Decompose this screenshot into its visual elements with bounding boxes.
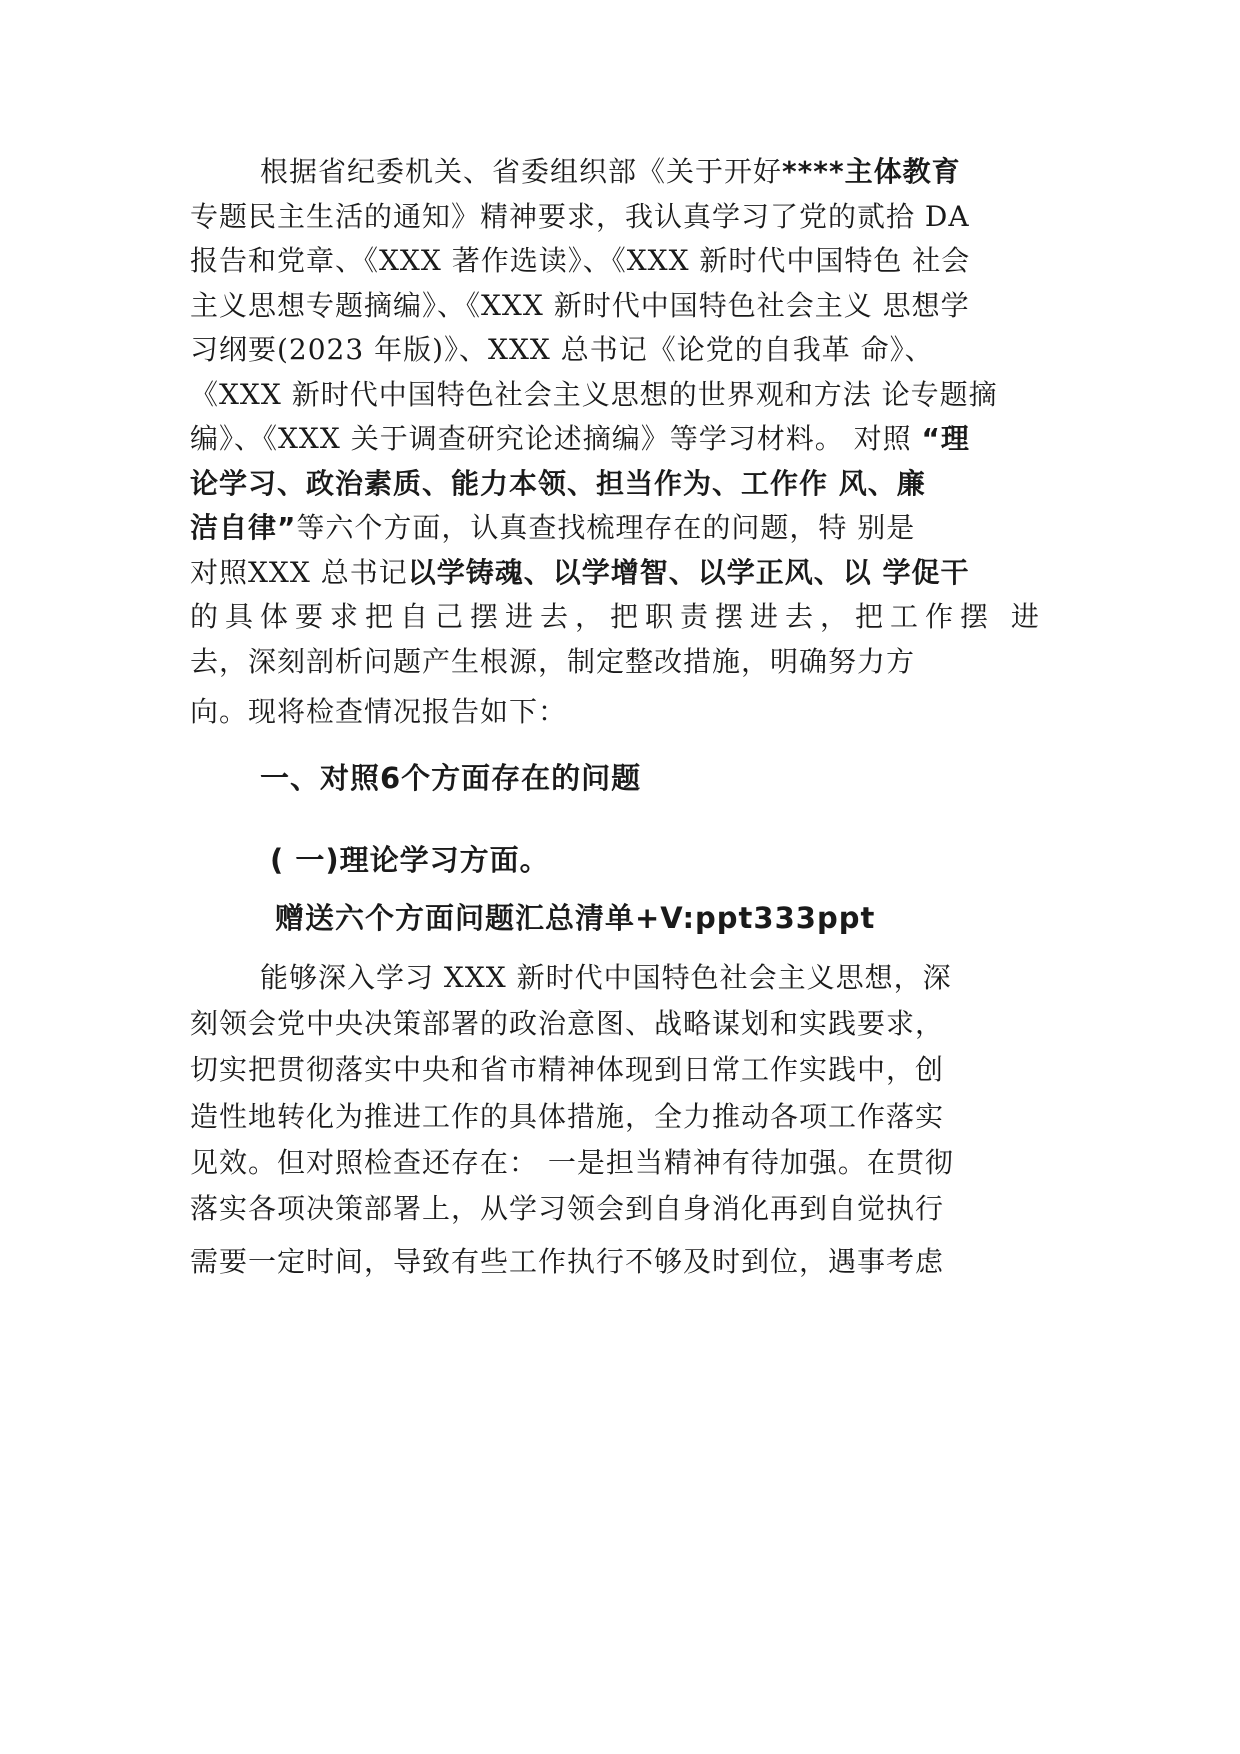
text-run: 去，深刻剖析问题产生根源，制定整改措施，明确努力方 (190, 645, 916, 678)
bold-text-run: 以学铸魂、以学增智、以学正风、以 学促干 (407, 556, 970, 589)
paragraph-2-line-7 (190, 1242, 944, 1282)
paragraph-1-line-6 (190, 375, 998, 415)
paragraph-1-line-13 (190, 692, 567, 732)
text-run: 刻领会党中央决策部署的政治意图、战略谋划和实践要求， (190, 1007, 945, 1040)
text-run: 报告和党章、《XXX 著作选读》、《XXX 新时代中国特色 社会 (190, 244, 971, 277)
text-run: 根据省纪委机关、省委组织部《关于开好 (260, 155, 783, 188)
subsection-heading: ( 一)理论学习方面。 (270, 843, 550, 877)
promo-line: 赠送六个方面问题汇总清单+V:ppt333ppt (275, 901, 876, 935)
bold-text-run: 洁自律” (190, 511, 297, 544)
paragraph-1-line-9 (190, 508, 915, 548)
paragraph-2-line-5 (190, 1143, 954, 1183)
paragraph-1-line-2 (190, 197, 970, 237)
paragraph-2-line-3 (190, 1050, 944, 1090)
text-run: 专题民主生活的通知》精神要求，我认真学习了党的贰拾 DA (190, 200, 970, 233)
paragraph-2-line-6 (190, 1189, 944, 1229)
text-run: 对照XXX 总书记 (190, 556, 408, 589)
text-run: 落实各项决策部署上，从学习领会到自身消化再到自觉执行 (190, 1192, 945, 1225)
bold-text-run: “理 (921, 422, 970, 455)
text-run: 等六个方面，认真查找梳理存在的问题，特 别是 (296, 511, 916, 544)
section-heading: 一、对照6个方面存在的问题 (260, 761, 642, 795)
paragraph-1-line-1 (260, 152, 961, 192)
text-run: 习纲要(2023 年版)》、XXX 总书记《论党的自我革 命》、 (190, 333, 934, 366)
paragraph-1-line-4 (190, 286, 970, 326)
paragraph-2-line-2 (190, 1004, 944, 1044)
text-run: 能够深入学习 XXX 新时代中国特色社会主义思想，深 (260, 961, 952, 994)
paragraph-1-line-12 (190, 642, 915, 682)
paragraph-1-line-7 (190, 419, 970, 459)
paragraph-2-line-1 (260, 958, 952, 998)
paragraph-1-line-11 (190, 597, 1046, 637)
paragraph-1-line-3 (190, 241, 970, 281)
bold-text-run: 论学习、政治素质、能力本领、担当作为、工作作 风、廉 (190, 467, 926, 500)
text-run: 切实把贯彻落实中央和省市精神体现到日常工作实践中，创 (190, 1053, 945, 1086)
text-run: 造性地转化为推进工作的具体措施，全力推动各项工作落实 (190, 1100, 945, 1133)
text-run: 见效。但对照检查还存在： 一是担当精神有待加强。在贯彻 (190, 1146, 954, 1179)
text-run: 《XXX 新时代中国特色社会主义思想的世界观和方法 论专题摘 (190, 378, 998, 411)
text-run: 编》、《XXX 关于调查研究论述摘编》等学习材料。 对照 (190, 422, 922, 455)
text-run: 需要一定时间，导致有些工作执行不够及时到位，遇事考虑 (190, 1245, 945, 1278)
paragraph-2-line-4 (190, 1097, 944, 1137)
text-run: 向。现将检查情况报告如下： (190, 695, 568, 728)
paragraph-1-line-10 (190, 553, 969, 593)
paragraph-1-line-5 (190, 330, 934, 370)
text-run: 主义思想专题摘编》、《XXX 新时代中国特色社会主义 思想学 (190, 289, 970, 322)
bold-text-run: ****主体教育 (782, 155, 961, 188)
text-run: 的具体要求把自己摆进去，把职责摆进去，把工作摆 进 (190, 600, 1046, 633)
paragraph-1-line-8 (190, 464, 926, 504)
